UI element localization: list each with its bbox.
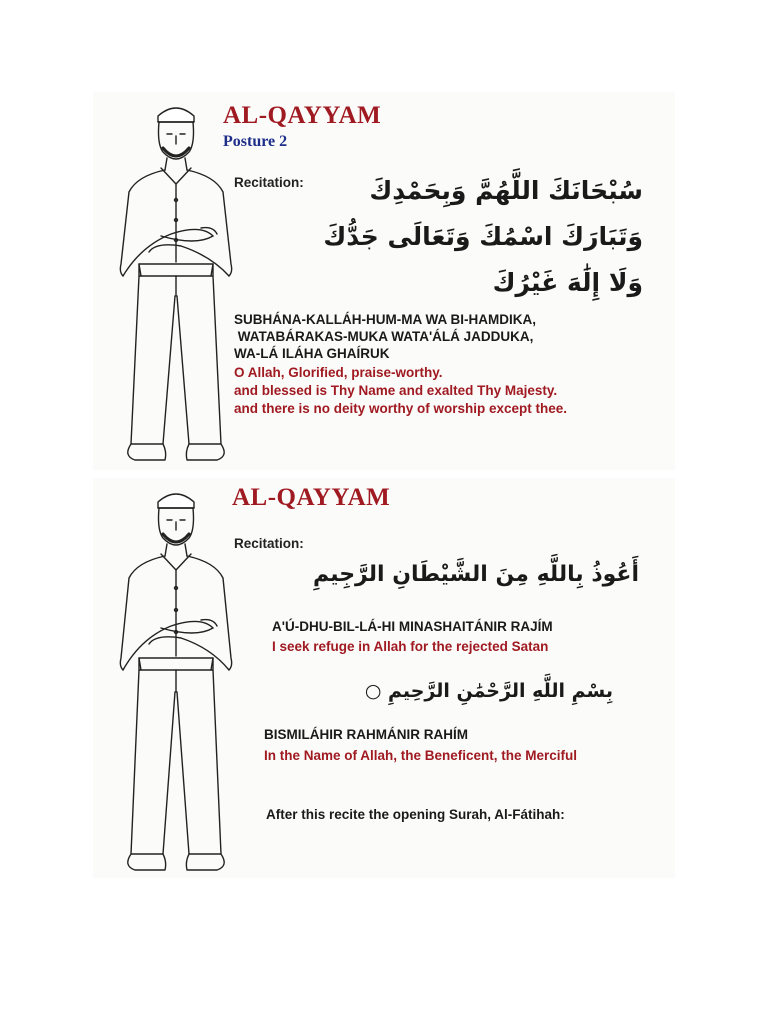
posture-panel-2 [93,478,675,878]
taawwudh-translation: I seek refuge in Allah for the rejected Satan [272,639,549,654]
standing-man-illustration-icon [101,96,251,468]
page-title: AL-QAYYAM [223,102,382,129]
basmala-transliteration: BISMILÁHIR RAHMÁNIR RAHÍM [264,727,468,742]
page-title: AL-QAYYAM [232,484,391,511]
posture-subtitle: Posture 2 [223,133,288,150]
translation [234,364,567,418]
basmala-arabic: بِسْمِ اللَّهِ الرَّحْمَٰنِ الرَّحِيمِ ○ [364,680,613,702]
translation-line: and there is no deity worthy of worship except thee. [234,401,568,416]
arabic-line: وَلَا إِلَٰهَ غَيْرُكَ [492,268,643,297]
posture-panel-1 [93,92,675,470]
transliteration-line: WATABÁRAKAS-MUKA WATA'ÁLÁ JADDUKA, [234,329,534,344]
taawwudh-arabic: أَعُوذُ بِاللَّهِ مِنَ الشَّيْطَانِ الرَّجِيمِ [312,562,639,587]
transliteration-line: WA-LÁ ILÁHA GHAÍRUK [234,346,390,361]
recitation-label: Recitation: [234,536,304,551]
basmala-translation: In the Name of Allah, the Beneficent, the Merciful [264,748,578,763]
recitation-label: Recitation: [234,175,304,190]
translation-line: and blessed is Thy Name and exalted Thy Majesty. [234,383,558,398]
translation-line: O Allah, Glorified, praise-worthy. [234,365,443,380]
transliteration [234,311,536,362]
transliteration-line: SUBHÁNA-KALLÁH-HUM-MA WA BI-HAMDIKA, [234,312,536,327]
arabic-line: وَتَبَارَكَ اسْمُكَ وَتَعَالَى جَدُّكَ [323,222,643,251]
standing-man-illustration-icon [101,482,251,878]
closing-instruction: After this recite the opening Surah, Al-Fátihah: [266,807,565,822]
taawwudh-transliteration: A'Ú-DHU-BIL-LÁ-HI MINASHAITÁNIR RAJÍM [272,619,553,634]
arabic-line: سُبْحَانَكَ اللَّهُمَّ وَبِحَمْدِكَ [369,176,643,205]
